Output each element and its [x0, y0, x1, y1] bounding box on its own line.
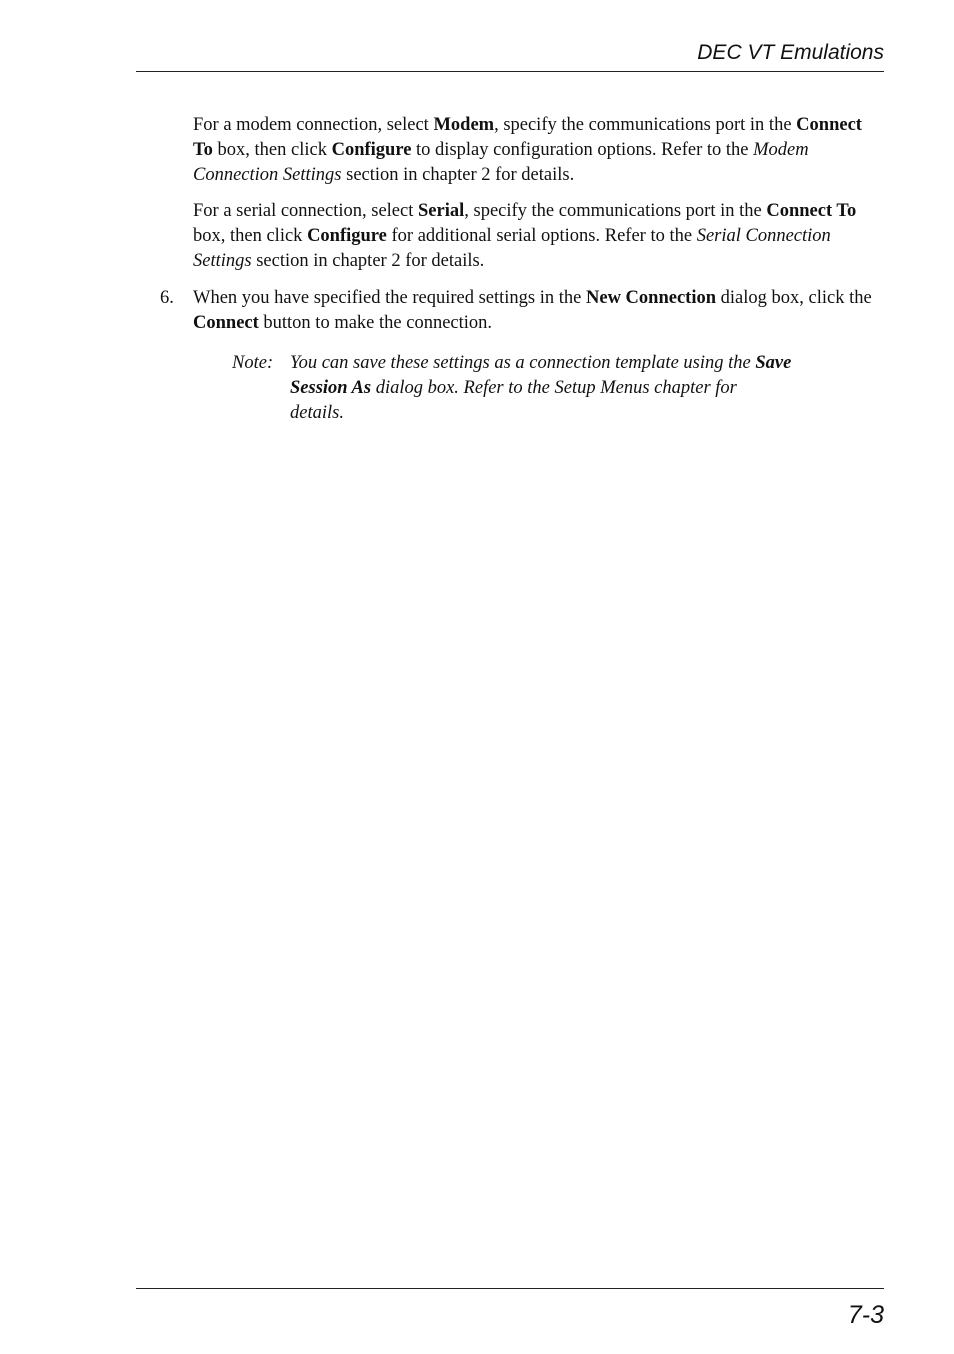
step-text: [193, 286, 873, 336]
ui-term-serial: Serial: [418, 201, 465, 221]
running-header-title: DEC VT Emulations: [697, 41, 884, 64]
text-run: , specify the communications port in the: [464, 201, 767, 221]
section-reference: Modem Connection Settings: [193, 140, 809, 185]
text-run: section in chapter 2 for details.: [341, 165, 575, 185]
section-reference: Serial Connection Settings: [193, 226, 831, 271]
text-run: to display configuration options. Refer to the: [411, 140, 754, 160]
text-run: For a serial connection, select: [193, 201, 418, 221]
footer-rule: [136, 1288, 884, 1289]
note: [232, 351, 792, 426]
modem-connection-paragraph: [193, 113, 873, 188]
ui-term-modem: Modem: [433, 115, 495, 135]
text-run: You can save these settings as a connection template using the: [290, 353, 756, 373]
step-6: [160, 286, 873, 336]
ui-term-connect-to: Connect To: [766, 201, 857, 221]
serial-connection-paragraph: [193, 199, 873, 274]
text-run: dialog box, click the: [716, 288, 872, 308]
ui-term-configure: Configure: [331, 140, 412, 160]
note-label: Note:: [232, 353, 274, 373]
ui-term-connect: Connect: [193, 313, 259, 333]
text-run: button to make the connection.: [258, 313, 493, 333]
ui-term-new-connection: New Connection: [586, 288, 717, 308]
text-run: section in chapter 2 for details.: [251, 251, 485, 271]
ui-term-configure: Configure: [307, 226, 387, 246]
text-run: , specify the communications port in the: [494, 115, 797, 135]
text-run: For a modem connection, select: [193, 115, 434, 135]
text-run: box, then click: [212, 140, 332, 160]
ui-term-connect-to: Connect To: [193, 115, 862, 160]
ui-term-save-session-as: Save Session As: [290, 353, 792, 398]
header-rule: [136, 71, 884, 72]
step-number: 6.: [160, 288, 174, 308]
text-run: When you have specified the required settings in the: [193, 288, 586, 308]
page-number: 7-3: [847, 1301, 884, 1329]
text-run: for additional serial options. Refer to the: [386, 226, 697, 246]
text-run: dialog box. Refer to the Setup Menus chapter for details.: [290, 378, 737, 423]
text-run: box, then click: [193, 226, 308, 246]
note-text: [290, 351, 792, 426]
